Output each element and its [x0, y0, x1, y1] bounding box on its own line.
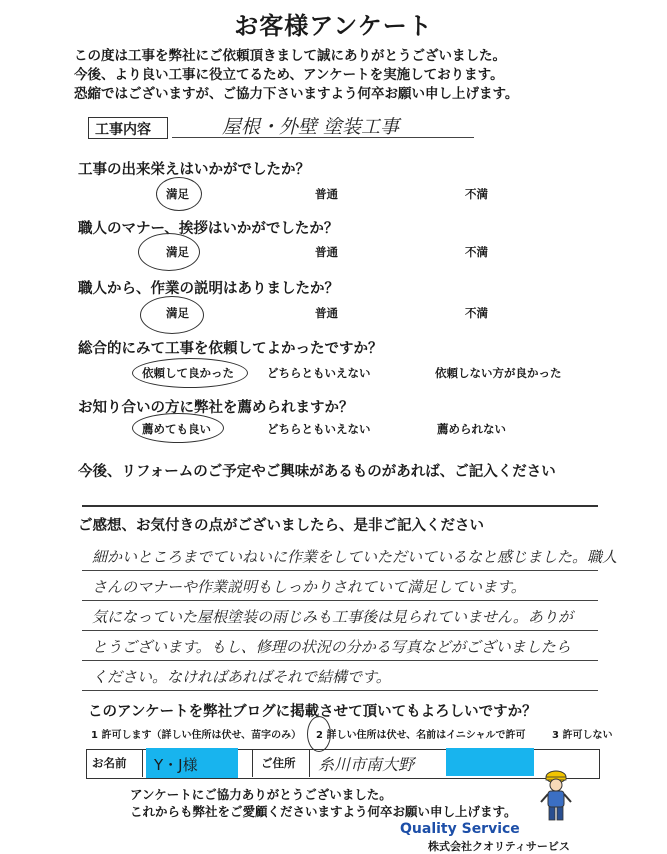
- comment-line-1: 細かいところまでていねいに作業をしていただいているなと感じました。職人: [92, 548, 618, 566]
- intro-line-3: 恐縮ではございますが、ご協力下さいますよう何卒お願い申し上げます。: [74, 86, 519, 102]
- comment-rule-3: [82, 630, 598, 631]
- name-label: お名前: [92, 756, 127, 770]
- q3-option-3[interactable]: 不満: [465, 306, 488, 320]
- mascot-worker-icon: [536, 768, 576, 824]
- q5-option-2[interactable]: どちらともいえない: [267, 422, 371, 436]
- address-value: 糸川市南大野: [318, 755, 415, 774]
- q1-option-1[interactable]: 満足: [166, 187, 189, 201]
- brand-logo-text: Quality Service: [400, 821, 520, 837]
- q3-option-1[interactable]: 満足: [166, 306, 189, 320]
- q2-selection-circle: [138, 233, 200, 271]
- name-value: Y・J様: [154, 756, 198, 774]
- work-label: 工事内容: [95, 122, 151, 138]
- q3-option-2[interactable]: 普通: [315, 306, 338, 320]
- work-value: 屋根・外壁 塗装工事: [222, 116, 400, 138]
- q1-selection-circle: [156, 177, 202, 211]
- q4-option-3[interactable]: 依頼しない方が良かった: [435, 366, 562, 380]
- q4-option-2[interactable]: どちらともいえない: [267, 366, 371, 380]
- q2-option-1[interactable]: 満足: [166, 245, 189, 259]
- blog-option-3[interactable]: 3 許可しない: [552, 730, 613, 741]
- work-label-box: [88, 117, 168, 139]
- question-4: 総合的にみて工事を依頼してよかったですか？: [78, 341, 383, 357]
- comment-line-4: とうございます。もし、修理の状況の分かる写真などがございましたら: [92, 638, 571, 656]
- reform-prompt: 今後、リフォームのご予定やご興味があるものがあれば、ご記入ください: [78, 464, 556, 480]
- comment-rule-1: [82, 570, 598, 571]
- comment-rule-5: [82, 690, 598, 691]
- q4-selection-circle: [132, 358, 248, 388]
- comments-heading: ご感想、お気付きの点がございましたら、是非ご記入ください: [78, 518, 484, 534]
- question-2: 職人のマナー、挨拶はいかがでしたか？: [78, 221, 339, 237]
- q1-option-3[interactable]: 不満: [465, 187, 488, 201]
- address-label-cell: [252, 749, 310, 777]
- comment-line-2: さんのマナーや作業説明もしっかりされていて満足しています。: [92, 578, 526, 596]
- intro-line-2: 今後、より良い工事に役立てるため、アンケートを実施しております。: [74, 67, 504, 83]
- question-3: 職人から、作業の説明はありましたか？: [78, 281, 339, 297]
- reform-divider: [82, 505, 598, 507]
- intro-line-1: この度は工事を弊社にご依頼頂きまして誠にありがとうございました。: [74, 48, 506, 64]
- q5-option-3[interactable]: 薦められない: [437, 422, 506, 436]
- comment-rule-4: [82, 660, 598, 661]
- comment-line-3: 気になっていた屋根塗装の雨じみも工事後は見られていません。ありが: [92, 608, 573, 626]
- q5-selection-circle: [132, 413, 224, 443]
- blog-option-1[interactable]: 1 許可します（詳しい住所は伏せ、苗字のみ）: [91, 730, 302, 741]
- closing-line-1: アンケートにご協力ありがとうございました。: [130, 787, 392, 802]
- q2-option-3[interactable]: 不満: [465, 245, 488, 259]
- q1-option-2[interactable]: 普通: [315, 187, 338, 201]
- blog-option-2[interactable]: 2 詳しい住所は伏せ、名前はイニシャルで許可: [316, 730, 526, 741]
- page-title: お客様アンケート: [234, 12, 433, 40]
- work-underline: [172, 137, 474, 138]
- blog-question: このアンケートを弊社ブログに掲載させて頂いてもよろしいですか？: [88, 704, 537, 720]
- comment-line-5: ください。なければあればそれで結構です。: [92, 668, 391, 686]
- q3-selection-circle: [140, 296, 204, 334]
- comment-rule-2: [82, 600, 598, 601]
- blog-selection-circle: [307, 716, 331, 752]
- brand-subtext: 株式会社クオリティサービス: [428, 840, 570, 853]
- address-label: ご住所: [261, 756, 296, 770]
- q5-option-1[interactable]: 薦めても良い: [142, 422, 211, 436]
- closing-line-2: これからも弊社をご愛顧くださいますよう何卒お願い申し上げます。: [130, 804, 517, 819]
- q4-option-1[interactable]: 依頼して良かった: [142, 366, 234, 380]
- name-label-cell: [86, 749, 143, 777]
- address-redaction: [446, 748, 534, 776]
- q2-option-2[interactable]: 普通: [315, 245, 338, 259]
- question-5: お知り合いの方に弊社を薦められますか？: [78, 400, 354, 416]
- question-1: 工事の出来栄えはいかがでしたか？: [78, 162, 310, 178]
